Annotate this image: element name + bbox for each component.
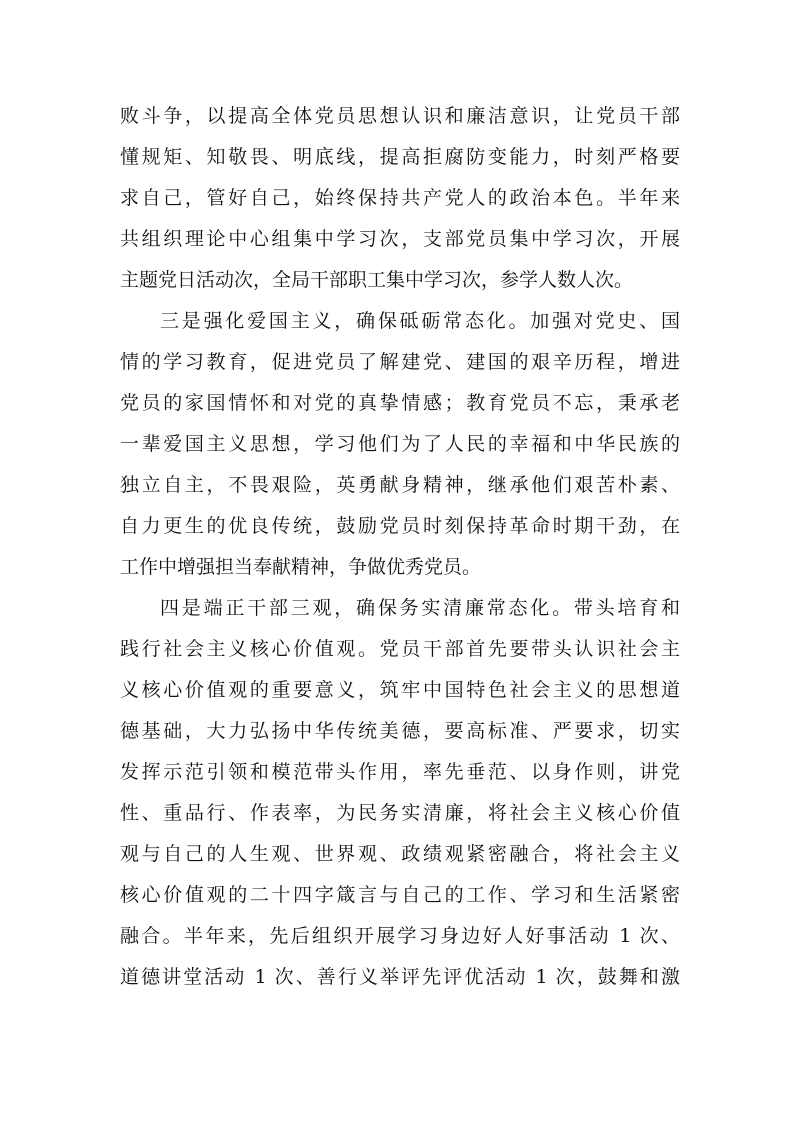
text-line: 情的学习教育，促进党员了解建党、建国的艰辛历程，增进 xyxy=(120,351,680,373)
paragraph-start-line: 三是强化爱国主义，确保砥砺常态化。加强对党史、国 xyxy=(160,310,680,332)
text-line: 工作中增强担当奉献精神，争做优秀党员。 xyxy=(120,556,482,578)
text-line: 求自己，管好自己，始终保持共产党人的政治本色。半年来 xyxy=(120,187,680,209)
text-line: 懂规矩、知敬畏、明底线，提高拒腐防变能力，时刻严格要 xyxy=(120,146,680,168)
text-line: 自力更生的优良传统，鼓励党员时刻保持革命时期干劲，在 xyxy=(120,515,680,537)
text-line: 党员的家国情怀和对党的真挚情感；教育党员不忘，秉承老 xyxy=(120,392,680,414)
text-line: 一辈爱国主义思想，学习他们为了人民的幸福和中华民族的 xyxy=(120,433,680,455)
text-line: 败斗争，以提高全体党员思想认识和廉洁意识，让党员干部 xyxy=(120,105,680,127)
text-line: 独立自主，不畏艰险，英勇献身精神，继承他们艰苦朴素、 xyxy=(120,474,680,496)
text-line: 性、重品行、作表率，为民务实清廉，将社会主义核心价值 xyxy=(120,802,680,824)
text-line: 道德讲堂活动 1 次、善行义举评先评优活动 1 次，鼓舞和激 xyxy=(120,966,680,988)
text-line: 核心价值观的二十四字箴言与自己的工作、学习和生活紧密 xyxy=(120,884,680,906)
text-line: 观与自己的人生观、世界观、政绩观紧密融合，将社会主义 xyxy=(120,843,680,865)
text-line: 义核心价值观的重要意义，筑牢中国特色社会主义的思想道 xyxy=(120,679,680,701)
text-line: 共组织理论中心组集中学习次，支部党员集中学习次，开展 xyxy=(120,228,680,250)
text-line: 德基础，大力弘扬中华传统美德，要高标准、严要求，切实 xyxy=(120,720,680,742)
text-line: 主题党日活动次，全局干部职工集中学习次，参学人数人次。 xyxy=(120,269,634,291)
text-line: 发挥示范引领和模范带头作用，率先垂范、以身作则，讲党 xyxy=(120,761,680,783)
paragraph-start-line: 四是端正干部三观，确保务实清廉常态化。带头培育和 xyxy=(160,597,680,619)
text-line: 融合。半年来，先后组织开展学习身边好人好事活动 1 次、 xyxy=(120,925,680,947)
text-line: 践行社会主义核心价值观。党员干部首先要带头认识社会主 xyxy=(120,638,680,660)
body-text xyxy=(120,96,680,998)
